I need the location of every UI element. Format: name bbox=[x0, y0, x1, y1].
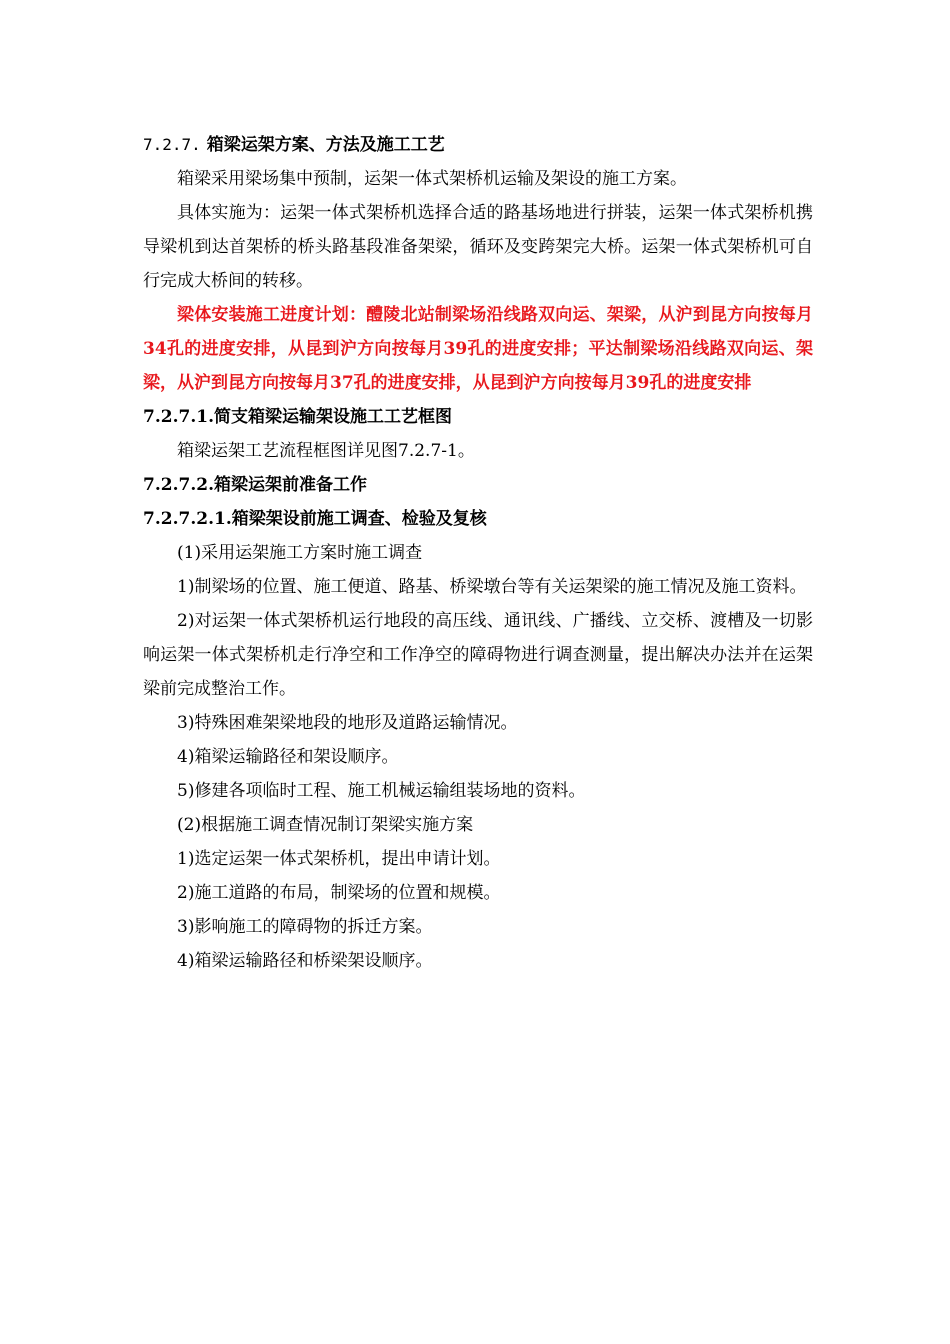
list-item: 1)制梁场的位置、施工便道、路基、桥梁墩台等有关运架梁的施工情况及施工资料。 bbox=[177, 577, 807, 597]
heading-7-2-7-1: 7.2.7.1.简支箱梁运输架设施工工艺框图 bbox=[143, 407, 452, 427]
highlight-schedule-paragraph: 梁体安装施工进度计划：醴陵北站制梁场沿线路双向运、架梁，从沪到昆方向按每月34孔的进度安排，从昆到沪方向按每月39孔的进度安排；平达制梁场沿线路双向运、架梁，从沪到昆方向按每月37孔的进度安排，从昆到沪方向按每月39孔的进度安排 bbox=[143, 305, 813, 393]
heading-7-2-7-2-1: 7.2.7.2.1.箱梁架设前施工调查、检验及复核 bbox=[143, 509, 487, 529]
heading-7-2-7 bbox=[143, 128, 813, 162]
list-item: 3)影响施工的障碍物的拆迁方案。 bbox=[177, 917, 433, 937]
flow-chart-reference: 箱梁运架工艺流程框图详见图7.2.7-1。 bbox=[177, 441, 475, 461]
list-item: 2)对运架一体式架桥机运行地段的高压线、通讯线、广播线、立交桥、渡槽及一切影响运架一体式架桥机走行净空和工作净空的障碍物进行调查测量，提出解决办法并在运架梁前完成整治工作。 bbox=[143, 611, 813, 699]
list-item: 1)选定运架一体式架桥机，提出申请计划。 bbox=[177, 849, 501, 869]
heading-7-2-7-title: 箱梁运架方案、方法及施工工艺 bbox=[206, 135, 445, 155]
list-item: 5)修建各项临时工程、施工机械运输组装场地的资料。 bbox=[177, 781, 586, 801]
document-page bbox=[143, 128, 813, 978]
subsection-2-title: (2)根据施工调查情况制订架梁实施方案 bbox=[177, 815, 474, 835]
list-item: 3)特殊困难架梁地段的地形及道路运输情况。 bbox=[177, 713, 518, 733]
heading-7-2-7-2: 7.2.7.2.箱梁运架前准备工作 bbox=[143, 475, 367, 495]
intro-paragraph-1: 箱梁采用梁场集中预制，运架一体式架桥机运输及架设的施工方案。 bbox=[177, 169, 687, 189]
list-item: 4)箱梁运输路径和架设顺序。 bbox=[177, 747, 399, 767]
intro-paragraph-2: 具体实施为：运架一体式架桥机选择合适的路基场地进行拼装，运架一体式架桥机携导梁机到达首架桥的桥头路基段准备架梁，循环及变跨架完大桥。运架一体式架桥机可自行完成大桥间的转移。 bbox=[143, 203, 813, 291]
subsection-1-title: (1)采用运架施工方案时施工调查 bbox=[177, 543, 423, 563]
list-item: 2)施工道路的布局，制梁场的位置和规模。 bbox=[177, 883, 501, 903]
heading-7-2-7-number: 7.2.7. bbox=[143, 135, 201, 154]
list-item: 4)箱梁运输路径和桥梁架设顺序。 bbox=[177, 951, 433, 971]
